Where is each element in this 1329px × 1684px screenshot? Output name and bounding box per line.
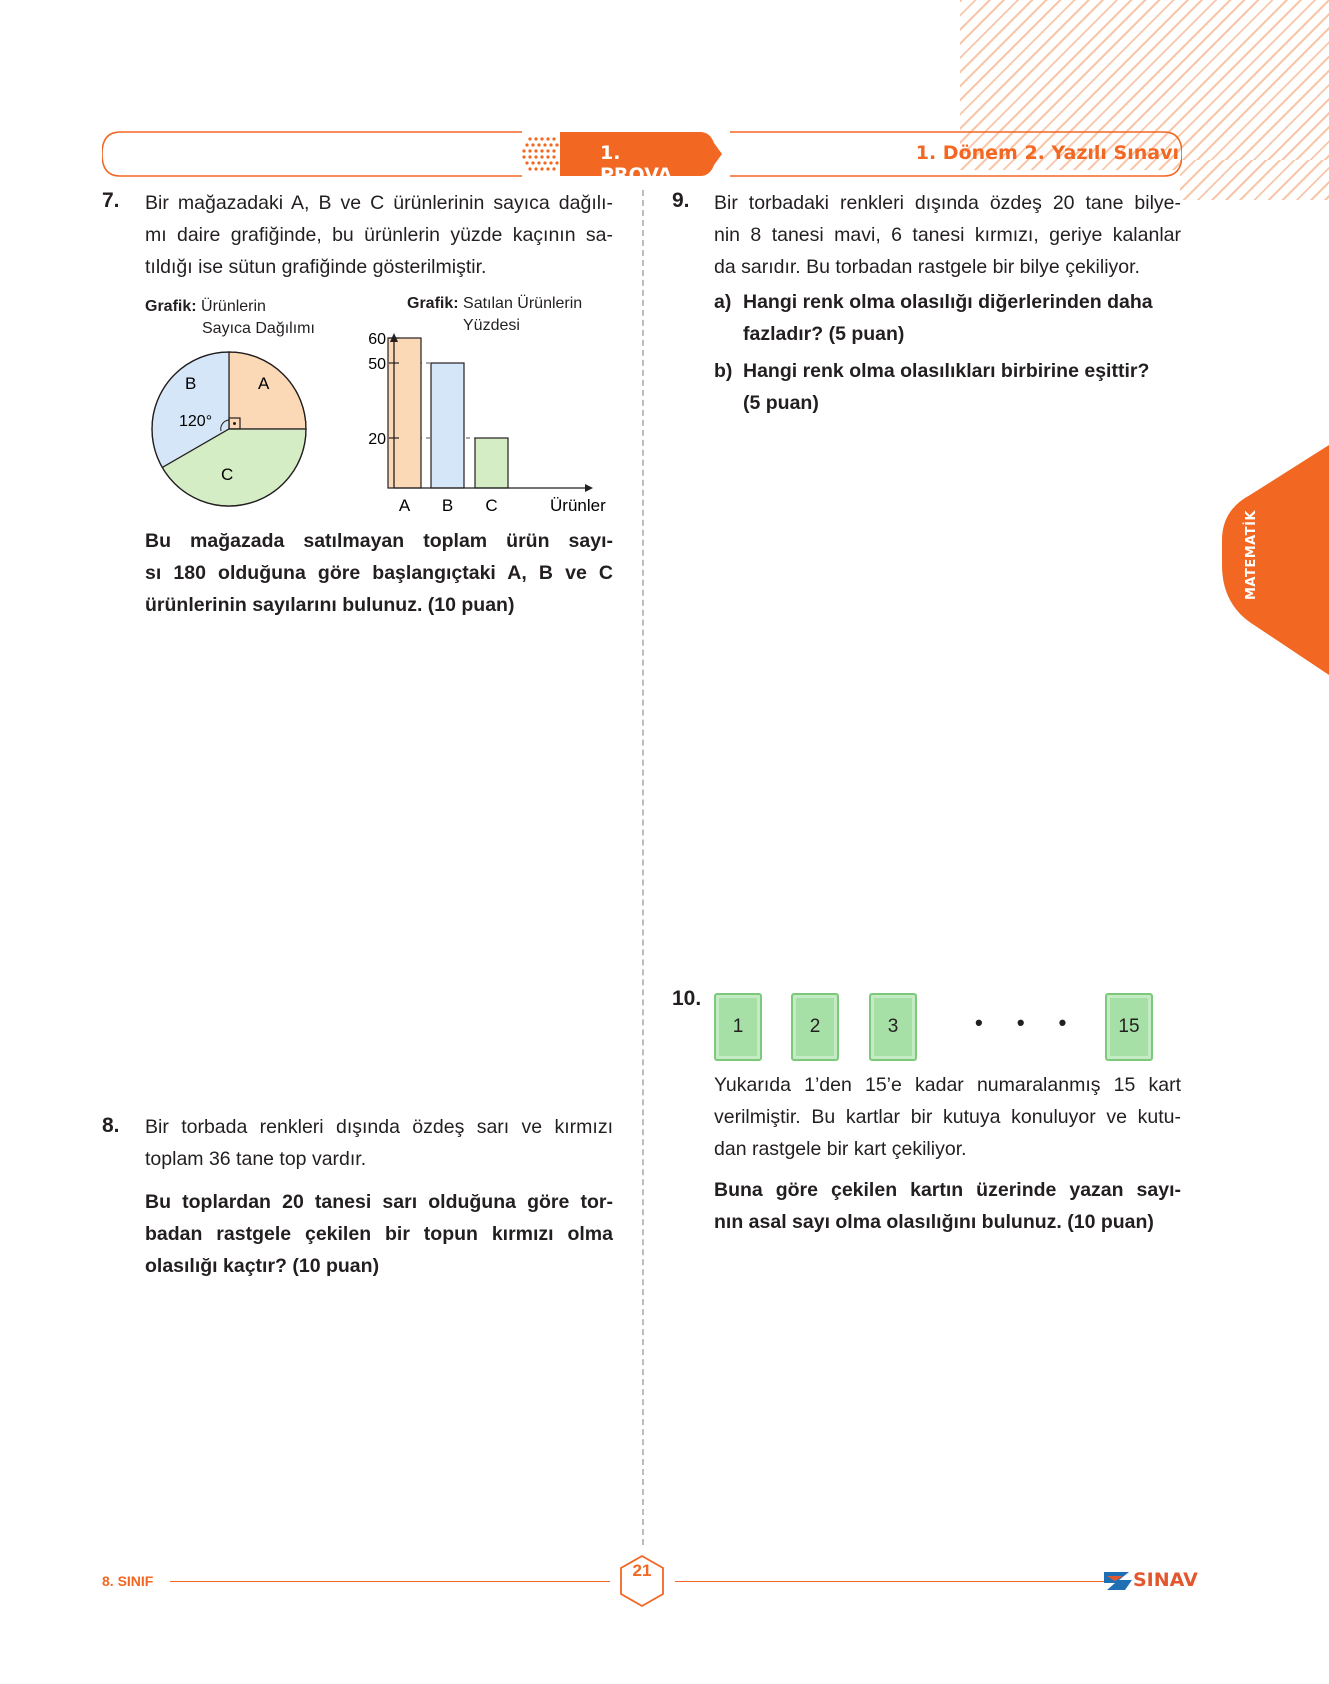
x-axis-arrow [585,484,593,492]
q9-part-b-line: (5 puan) [743,392,819,414]
number-card: 3 [869,993,917,1061]
q9-part-b-line: Hangi renk olma olasılıkları birbirine eşittir? [743,360,1150,382]
q9-intro-line: nin 8 tanesi mavi, 6 tanesi kırmızı, geriye kalanlar [714,224,1181,246]
y-tick-label: 60 [368,331,386,348]
page-number: 21 [632,1561,652,1580]
footer-rule-right [675,1581,1105,1582]
q8-intro-line: toplam 36 tane top vardır. [145,1148,367,1170]
question-10-number: 10. [672,987,702,1010]
q10-intro-line: verilmiştir. Bu kartlar bir kutuya konuluyor ve kutu- [714,1106,1181,1128]
x-axis-label: Ürünler [550,496,606,515]
q10-intro-line: dan rastgele bir kart çekiliyor. [714,1138,967,1160]
bar-c [475,438,508,488]
q9-part-a-line: fazladır? (5 puan) [743,323,905,345]
exam-title: 1. Dönem 2. Yazılı Sınavı [915,142,1179,164]
pie-label-b: B [185,374,197,393]
q9-part-b [743,355,1183,419]
q9-part-a-label: a) [714,291,732,313]
q8-question-line: badan rastgele çekilen bir topun kırmızı olma [145,1223,613,1245]
question-9-number: 9. [672,189,690,212]
question-10-intro [714,1069,1181,1165]
question-8-number: 8. [102,1114,120,1137]
q7-intro-line: mı daire grafiğinde, bu ürünlerin yüzde kaçının sa- [145,224,613,246]
bar-a [388,338,421,488]
bar-chart-title [407,293,582,315]
brand-logo-text: SINAV [1133,1569,1198,1591]
question-8-prompt [145,1186,613,1282]
q9-intro-line: da sarıdır. Bu torbadan rastgele bir bilye çekiliyor. [714,256,1140,278]
question-7-intro [145,187,613,283]
pie-label-a: A [258,374,270,393]
y-tick-label: 50 [368,356,386,373]
pie-title-line1: Ürünlerin [201,298,266,315]
column-divider [642,190,644,1545]
pie-chart-title [145,296,266,318]
grade-label: 8. SINIF [102,1573,154,1589]
question-7-prompt [145,525,613,621]
q9-intro-line: Bir torbadaki renkleri dışında özdeş 20 tane bilye- [714,192,1181,214]
q7-question-line: sı 180 olduğuna göre başlangıçtaki A, B ve C [145,562,613,584]
number-card: 2 [791,993,839,1061]
bar-title-line1: Satılan Ürünlerin [463,295,583,312]
q7-intro-line: Bir mağazadaki A, B ve C ürünlerinin sayıca dağılı- [145,192,613,214]
number-card: 15 [1105,993,1153,1061]
q9-part-b-label: b) [714,360,733,382]
x-tick-label: B [441,496,454,515]
q8-intro-line: Bir torbada renkleri dışında özdeş sarı ve kırmızı [145,1116,613,1138]
q9-part-a-line: Hangi renk olma olasılığı diğerlerinden daha [743,291,1153,313]
bar-chart [355,330,625,520]
q10-intro-line: Yukarıda 1’den 15’e kadar numaralanmış 15 kart [714,1074,1181,1096]
brand-logo-icon [1103,1568,1133,1592]
question-7-number: 7. [102,189,120,212]
q7-intro-line: tıldığı ise sütun grafiğinde gösterilmiştir. [145,256,487,278]
bar-title-line2: Yüzdesi [463,317,520,334]
q9-part-a [743,286,1183,350]
pie-title-line2: Sayıca Dağılımı [202,320,315,337]
subject-side-tab [1222,445,1329,675]
bar-title-prefix: Grafik: [407,295,459,312]
side-hatch-decoration [1180,160,1329,200]
card-ellipsis: • • • [975,1010,1081,1035]
pie-title-prefix: Grafik: [145,298,197,315]
pie-angle-label: 120° [179,413,213,430]
side-tab-label: MATEMATİK [1244,509,1259,600]
question-8-intro [145,1111,613,1175]
y-tick-label: 20 [368,431,386,448]
number-card: 1 [714,993,762,1061]
question-10-prompt [714,1174,1181,1238]
q10-question-line: nın asal sayı olma olasılığını bulunuz. (10 puan) [714,1211,1154,1233]
question-9-intro [714,187,1181,283]
q7-question-line: Bu mağazada satılmayan toplam ürün sayı- [145,530,613,552]
bar-b [431,363,464,488]
x-tick-label: A [398,496,411,515]
x-tick-label: C [485,496,498,515]
q8-question-line: olasılığı kaçtır? (10 puan) [145,1255,380,1277]
q7-question-line: ürünlerinin sayılarını bulunuz. (10 puan) [145,594,515,616]
prova-label: 1. PROVA [600,142,673,186]
pie-chart [145,345,315,515]
q8-question-line: Bu toplardan 20 tanesi sarı olduğuna göre tor- [145,1191,613,1213]
footer-rule-left [170,1581,610,1582]
pie-label-c: C [221,465,234,484]
q10-question-line: Buna göre çekilen kartın üzerinde yazan sayı- [714,1179,1181,1201]
